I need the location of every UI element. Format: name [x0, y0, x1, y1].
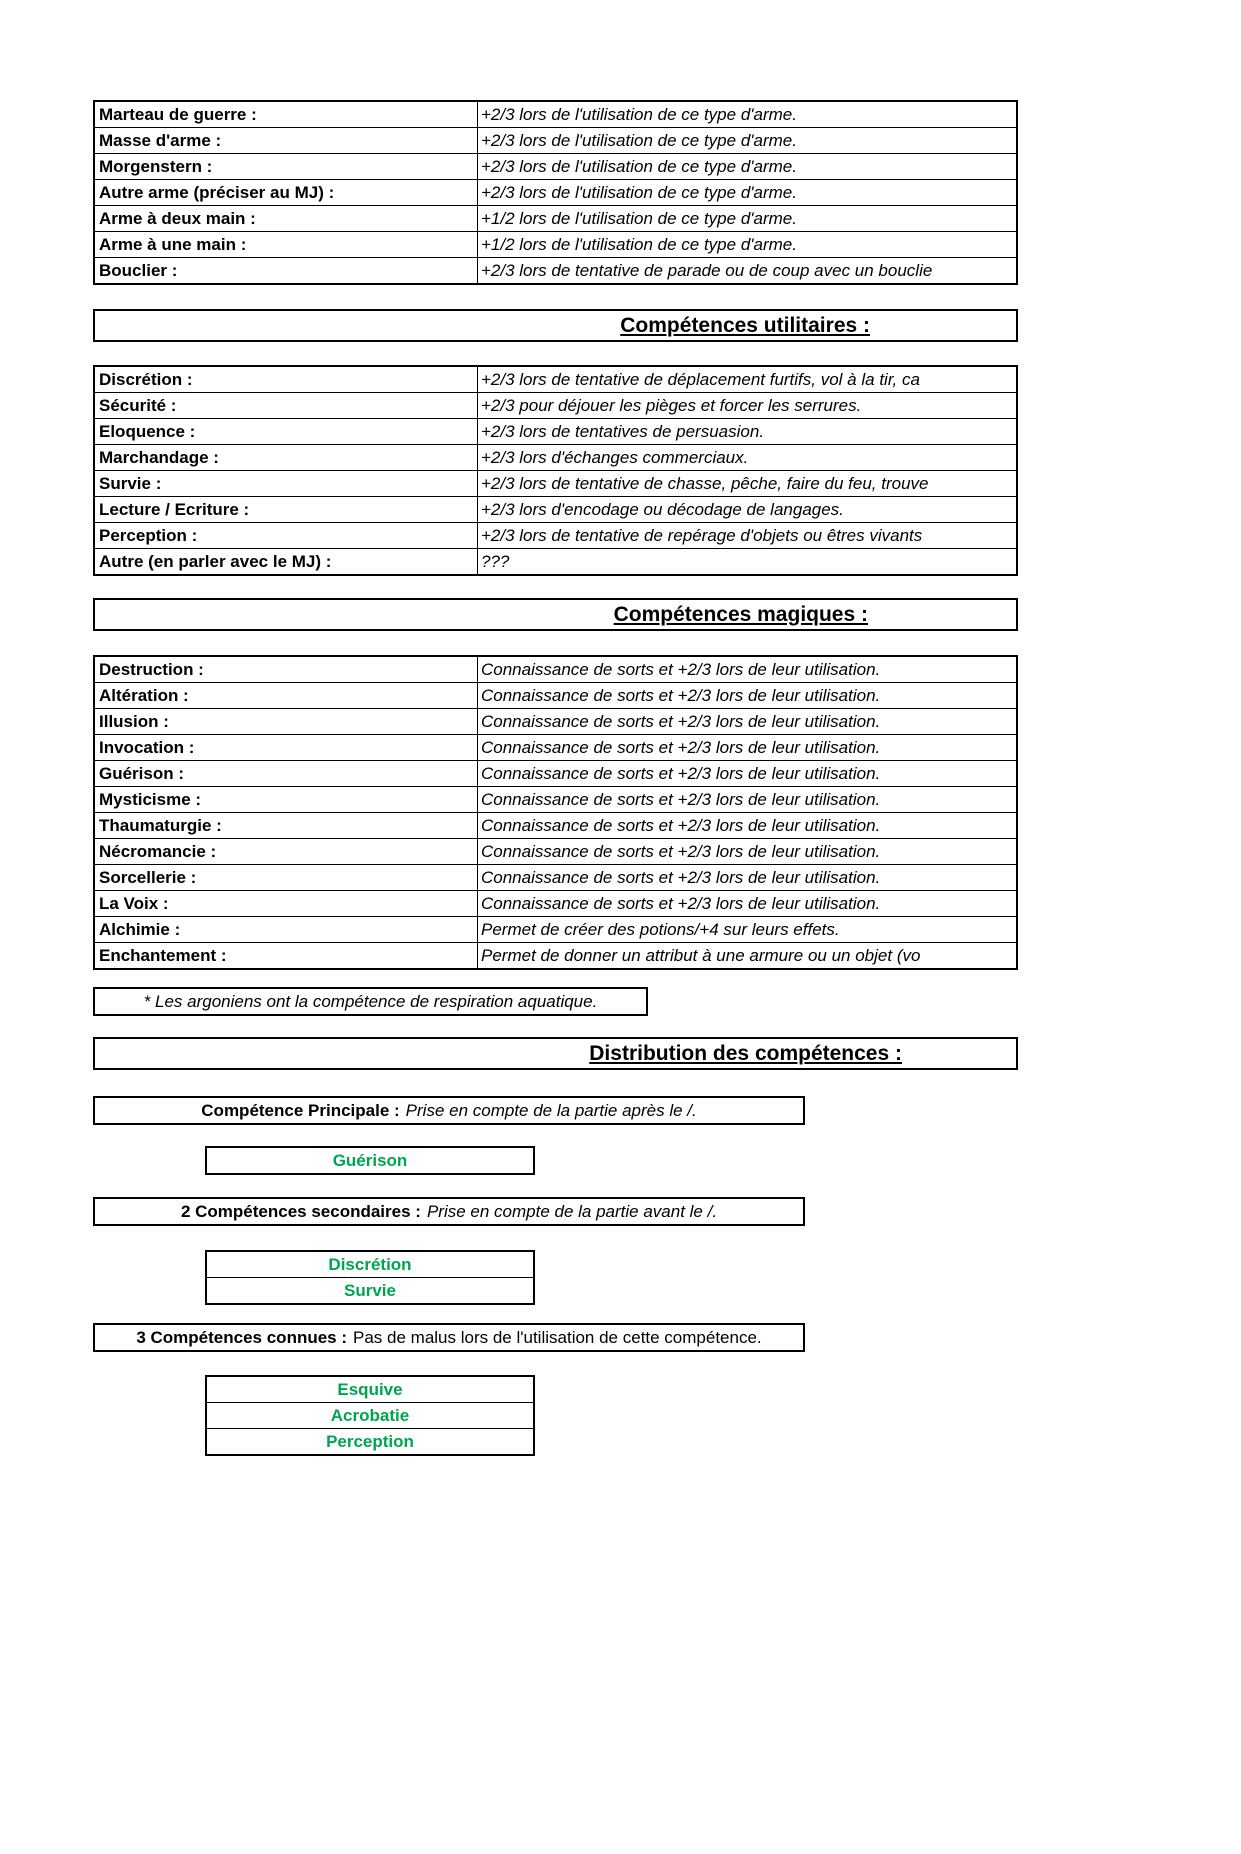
table-row: [95, 102, 1016, 128]
table-row: [95, 891, 1016, 917]
table-row: [95, 917, 1016, 943]
magic-section-title: Compétences magiques :: [613, 602, 868, 626]
skill-label: Autre (en parler avec le MJ) :: [95, 549, 478, 574]
skill-label: Arme à une main :: [95, 232, 478, 257]
skill-description: +2/3 lors de tentative de parade ou de coup avec un bouclie: [481, 260, 933, 280]
secondary-skills-label: 2 Compétences secondaires :: [180, 1201, 421, 1221]
secondary-skills-desc: Prise en compte de la partie avant le /.: [426, 1201, 718, 1221]
skill-label: Marteau de guerre :: [95, 102, 478, 127]
skill-description: Connaissance de sorts et +2/3 lors de leur utilisation.: [481, 659, 881, 679]
skill-label: Discrétion :: [95, 367, 478, 392]
table-row: [95, 709, 1016, 735]
table-row: [95, 787, 1016, 813]
skill-label: Eloquence :: [95, 419, 478, 444]
table-row: [95, 154, 1016, 180]
skill-label: Perception :: [95, 523, 478, 548]
known-skills-desc: Pas de malus lors de l'utilisation de cette compétence.: [353, 1327, 762, 1347]
skill-label: Altération :: [95, 683, 478, 708]
skill-label: Autre arme (préciser au MJ) :: [95, 180, 478, 205]
table-row: [95, 735, 1016, 761]
principal-skill-desc: Prise en compte de la partie après le /.: [405, 1100, 697, 1120]
skill-description: +2/3 lors de tentative de déplacement furtifs, vol à la tir, ca: [481, 369, 920, 389]
table-row: [95, 523, 1016, 549]
table-row: [95, 839, 1016, 865]
skill-label: Nécromancie :: [95, 839, 478, 864]
table-row: [95, 180, 1016, 206]
table-row: [95, 865, 1016, 891]
skill-name: Perception: [326, 1431, 414, 1451]
skill-label: Enchantement :: [95, 943, 478, 968]
skill-name: Discrétion: [207, 1252, 533, 1278]
skill-description: +2/3 lors de l'utilisation de ce type d'arme.: [481, 130, 797, 150]
skill-description: Connaissance de sorts et +2/3 lors de leur utilisation.: [481, 737, 881, 757]
table-row: [95, 683, 1016, 709]
skill-description: +2/3 lors d'encodage ou décodage de langages.: [481, 499, 844, 519]
skill-description: Connaissance de sorts et +2/3 lors de leur utilisation.: [481, 893, 881, 913]
skill-description: +2/3 lors de l'utilisation de ce type d'arme.: [481, 156, 797, 176]
skill-description: Connaissance de sorts et +2/3 lors de leur utilisation.: [481, 815, 881, 835]
table-row: [95, 471, 1016, 497]
skill-label: La Voix :: [95, 891, 478, 916]
skill-label: Guérison :: [95, 761, 478, 786]
skill-label: Sécurité :: [95, 393, 478, 418]
table-row: [95, 813, 1016, 839]
skill-description: +2/3 lors de tentatives de persuasion.: [481, 421, 765, 441]
skill-name: Esquive: [207, 1377, 533, 1403]
skill-label: Alchimie :: [95, 917, 478, 942]
skill-label: Marchandage :: [95, 445, 478, 470]
skill-label: Bouclier :: [95, 258, 478, 283]
table-row: [95, 943, 1016, 968]
argonian-note: * Les argoniens ont la compétence de respiration aquatique.: [93, 987, 648, 1016]
skill-label: Morgenstern :: [95, 154, 478, 179]
skill-description: Connaissance de sorts et +2/3 lors de leur utilisation.: [481, 841, 881, 861]
secondary-skills-box: [93, 1197, 805, 1226]
table-row: [95, 445, 1016, 471]
table-row: [95, 419, 1016, 445]
skill-description: Permet de donner un attribut à une armure ou un objet (vo: [481, 945, 921, 965]
skill-name: Guérison: [332, 1150, 408, 1170]
skill-label: Arme à deux main :: [95, 206, 478, 231]
skill-description: +2/3 lors de l'utilisation de ce type d'arme.: [481, 104, 797, 124]
skill-label: Masse d'arme :: [95, 128, 478, 153]
magic-table: [93, 655, 1018, 970]
distribution-section-header: [93, 1037, 1018, 1070]
table-row: [95, 761, 1016, 787]
skill-label: Mysticisme :: [95, 787, 478, 812]
utility-section-header: [93, 309, 1018, 342]
skill-description: Connaissance de sorts et +2/3 lors de leur utilisation.: [481, 763, 881, 783]
utility-table: [93, 365, 1018, 576]
table-row: [95, 549, 1016, 574]
skill-description: Connaissance de sorts et +2/3 lors de leur utilisation.: [481, 685, 881, 705]
table-row: [95, 657, 1016, 683]
known-skills-label: 3 Compétences connues :: [136, 1327, 348, 1347]
weapons-table: [93, 100, 1018, 285]
skill-description: +2/3 lors d'échanges commerciaux.: [481, 447, 749, 467]
utility-section-title: Compétences utilitaires :: [620, 313, 870, 337]
skill-name: Survie: [344, 1280, 396, 1300]
table-row: [95, 232, 1016, 258]
skill-description: +1/2 lors de l'utilisation de ce type d'arme.: [481, 234, 797, 254]
skill-name: Acrobatie: [207, 1403, 533, 1429]
principal-skill-box: [93, 1096, 805, 1125]
skill-label: Sorcellerie :: [95, 865, 478, 890]
table-row: [95, 497, 1016, 523]
table-row: [95, 393, 1016, 419]
skill-description: Permet de créer des potions/+4 sur leurs effets.: [481, 919, 840, 939]
skill-label: Invocation :: [95, 735, 478, 760]
page: [0, 100, 1241, 1854]
skill-description: +2/3 lors de tentative de repérage d'objets ou êtres vivants: [481, 525, 923, 545]
principal-skill-label: Compétence Principale :: [201, 1100, 400, 1120]
known-skill-list: [205, 1375, 535, 1456]
table-row: [95, 367, 1016, 393]
skill-description: Connaissance de sorts et +2/3 lors de leur utilisation.: [481, 789, 881, 809]
known-skills-box: [93, 1323, 805, 1352]
sheet-content: [93, 100, 1018, 1456]
skill-label: Destruction :: [95, 657, 478, 682]
principal-skill-list: [205, 1146, 535, 1175]
magic-section-header: [93, 598, 1018, 631]
table-row: [95, 128, 1016, 154]
skill-description: +1/2 lors de l'utilisation de ce type d'arme.: [481, 208, 797, 228]
distribution-section-title: Distribution des compétences :: [589, 1041, 902, 1065]
skill-description: Connaissance de sorts et +2/3 lors de leur utilisation.: [481, 867, 881, 887]
table-row: [95, 258, 1016, 283]
skill-label: Illusion :: [95, 709, 478, 734]
skill-label: Lecture / Ecriture :: [95, 497, 478, 522]
skill-description: ???: [481, 551, 510, 571]
skill-description: Connaissance de sorts et +2/3 lors de leur utilisation.: [481, 711, 881, 731]
skill-description: +2/3 pour déjouer les pièges et forcer les serrures.: [481, 395, 862, 415]
skill-description: +2/3 lors de tentative de chasse, pêche, faire du feu, trouve: [481, 473, 929, 493]
skill-label: Thaumaturgie :: [95, 813, 478, 838]
secondary-skill-list: [205, 1250, 535, 1305]
table-row: [95, 206, 1016, 232]
skill-label: Survie :: [95, 471, 478, 496]
skill-description: +2/3 lors de l'utilisation de ce type d'arme.: [481, 182, 797, 202]
